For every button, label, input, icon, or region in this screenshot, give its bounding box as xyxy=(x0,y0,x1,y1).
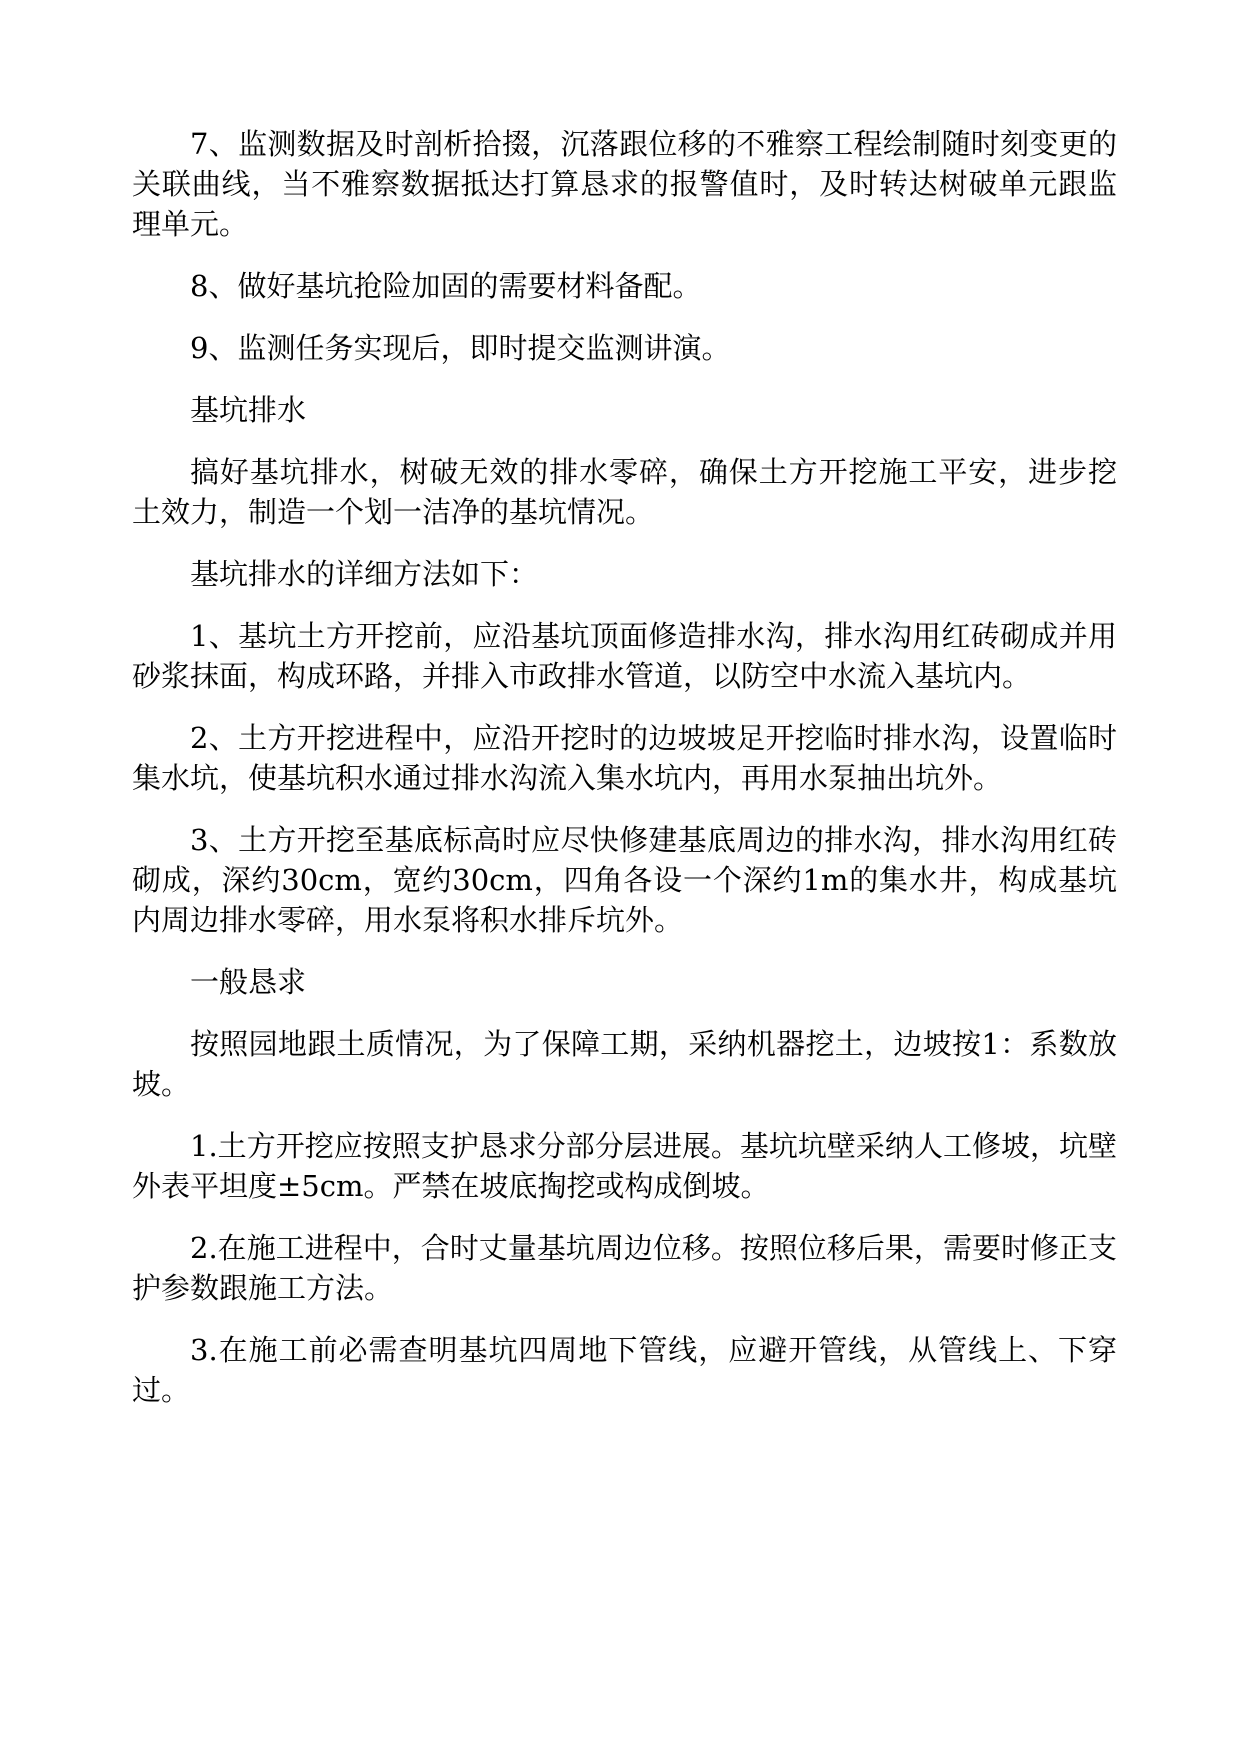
section-heading-general: 一般恳求 xyxy=(190,965,307,999)
paragraph-drainage-2: 2、土方开挖进程中，应沿开挖时的边坡坡足开挖临时排水沟，设置临时集水坑，使基坑积水通过排水沟流入集水坑内，再用水泵抽出坑外。 xyxy=(132,721,1117,795)
document-page xyxy=(132,124,1117,1432)
paragraph-general-intro: 按照园地跟土质情况，为了保障工期，采纳机器挖土，边坡按1：系数放坡。 xyxy=(132,1027,1117,1101)
paragraph-general-3: 3.在施工前必需查明基坑四周地下管线，应避开管线，从管线上、下穿过。 xyxy=(132,1333,1117,1407)
paragraph-drainage-1: 1、基坑土方开挖前，应沿基坑顶面修造排水沟，排水沟用红砖砌成并用砂浆抹面，构成环路，并排入市政排水管道，以防空中水流入基坑内。 xyxy=(132,619,1117,693)
paragraph-item-9: 9、监测任务实现后，即时提交监测讲演。 xyxy=(190,331,731,365)
paragraph-drainage-intro: 搞好基坑排水，树破无效的排水零碎，确保土方开挖施工平安，进步挖土效力，制造一个划一洁净的基坑情况。 xyxy=(132,455,1117,529)
paragraph-general-2: 2.在施工进程中，合时丈量基坑周边位移。按照位移后果，需要时修正支护参数跟施工方法。 xyxy=(132,1231,1117,1305)
paragraph-general-1: 1.土方开挖应按照支护恳求分部分层进展。基坑坑壁采纳人工修坡，坑壁外表平坦度±5cm。严禁在坡底掏挖或构成倒坡。 xyxy=(132,1129,1117,1203)
paragraph-drainage-3: 3、土方开挖至基底标高时应尽快修建基底周边的排水沟，排水沟用红砖砌成，深约30cm，宽约30cm，四角各设一个深约1m的集水井，构成基坑内周边排水零碎，用水泵将积水排斥坑外。 xyxy=(132,823,1117,937)
paragraph-item-8: 8、做好基坑抢险加固的需要材料备配。 xyxy=(190,269,702,303)
section-heading-drainage: 基坑排水 xyxy=(190,393,307,427)
paragraph-drainage-methods: 基坑排水的详细方法如下： xyxy=(190,557,539,591)
paragraph-item-7: 7、监测数据及时剖析拾掇，沉落跟位移的不雅察工程绘制随时刻变更的关联曲线，当不雅察数据抵达打算恳求的报警值时，及时转达树破单元跟监理单元。 xyxy=(132,127,1117,241)
